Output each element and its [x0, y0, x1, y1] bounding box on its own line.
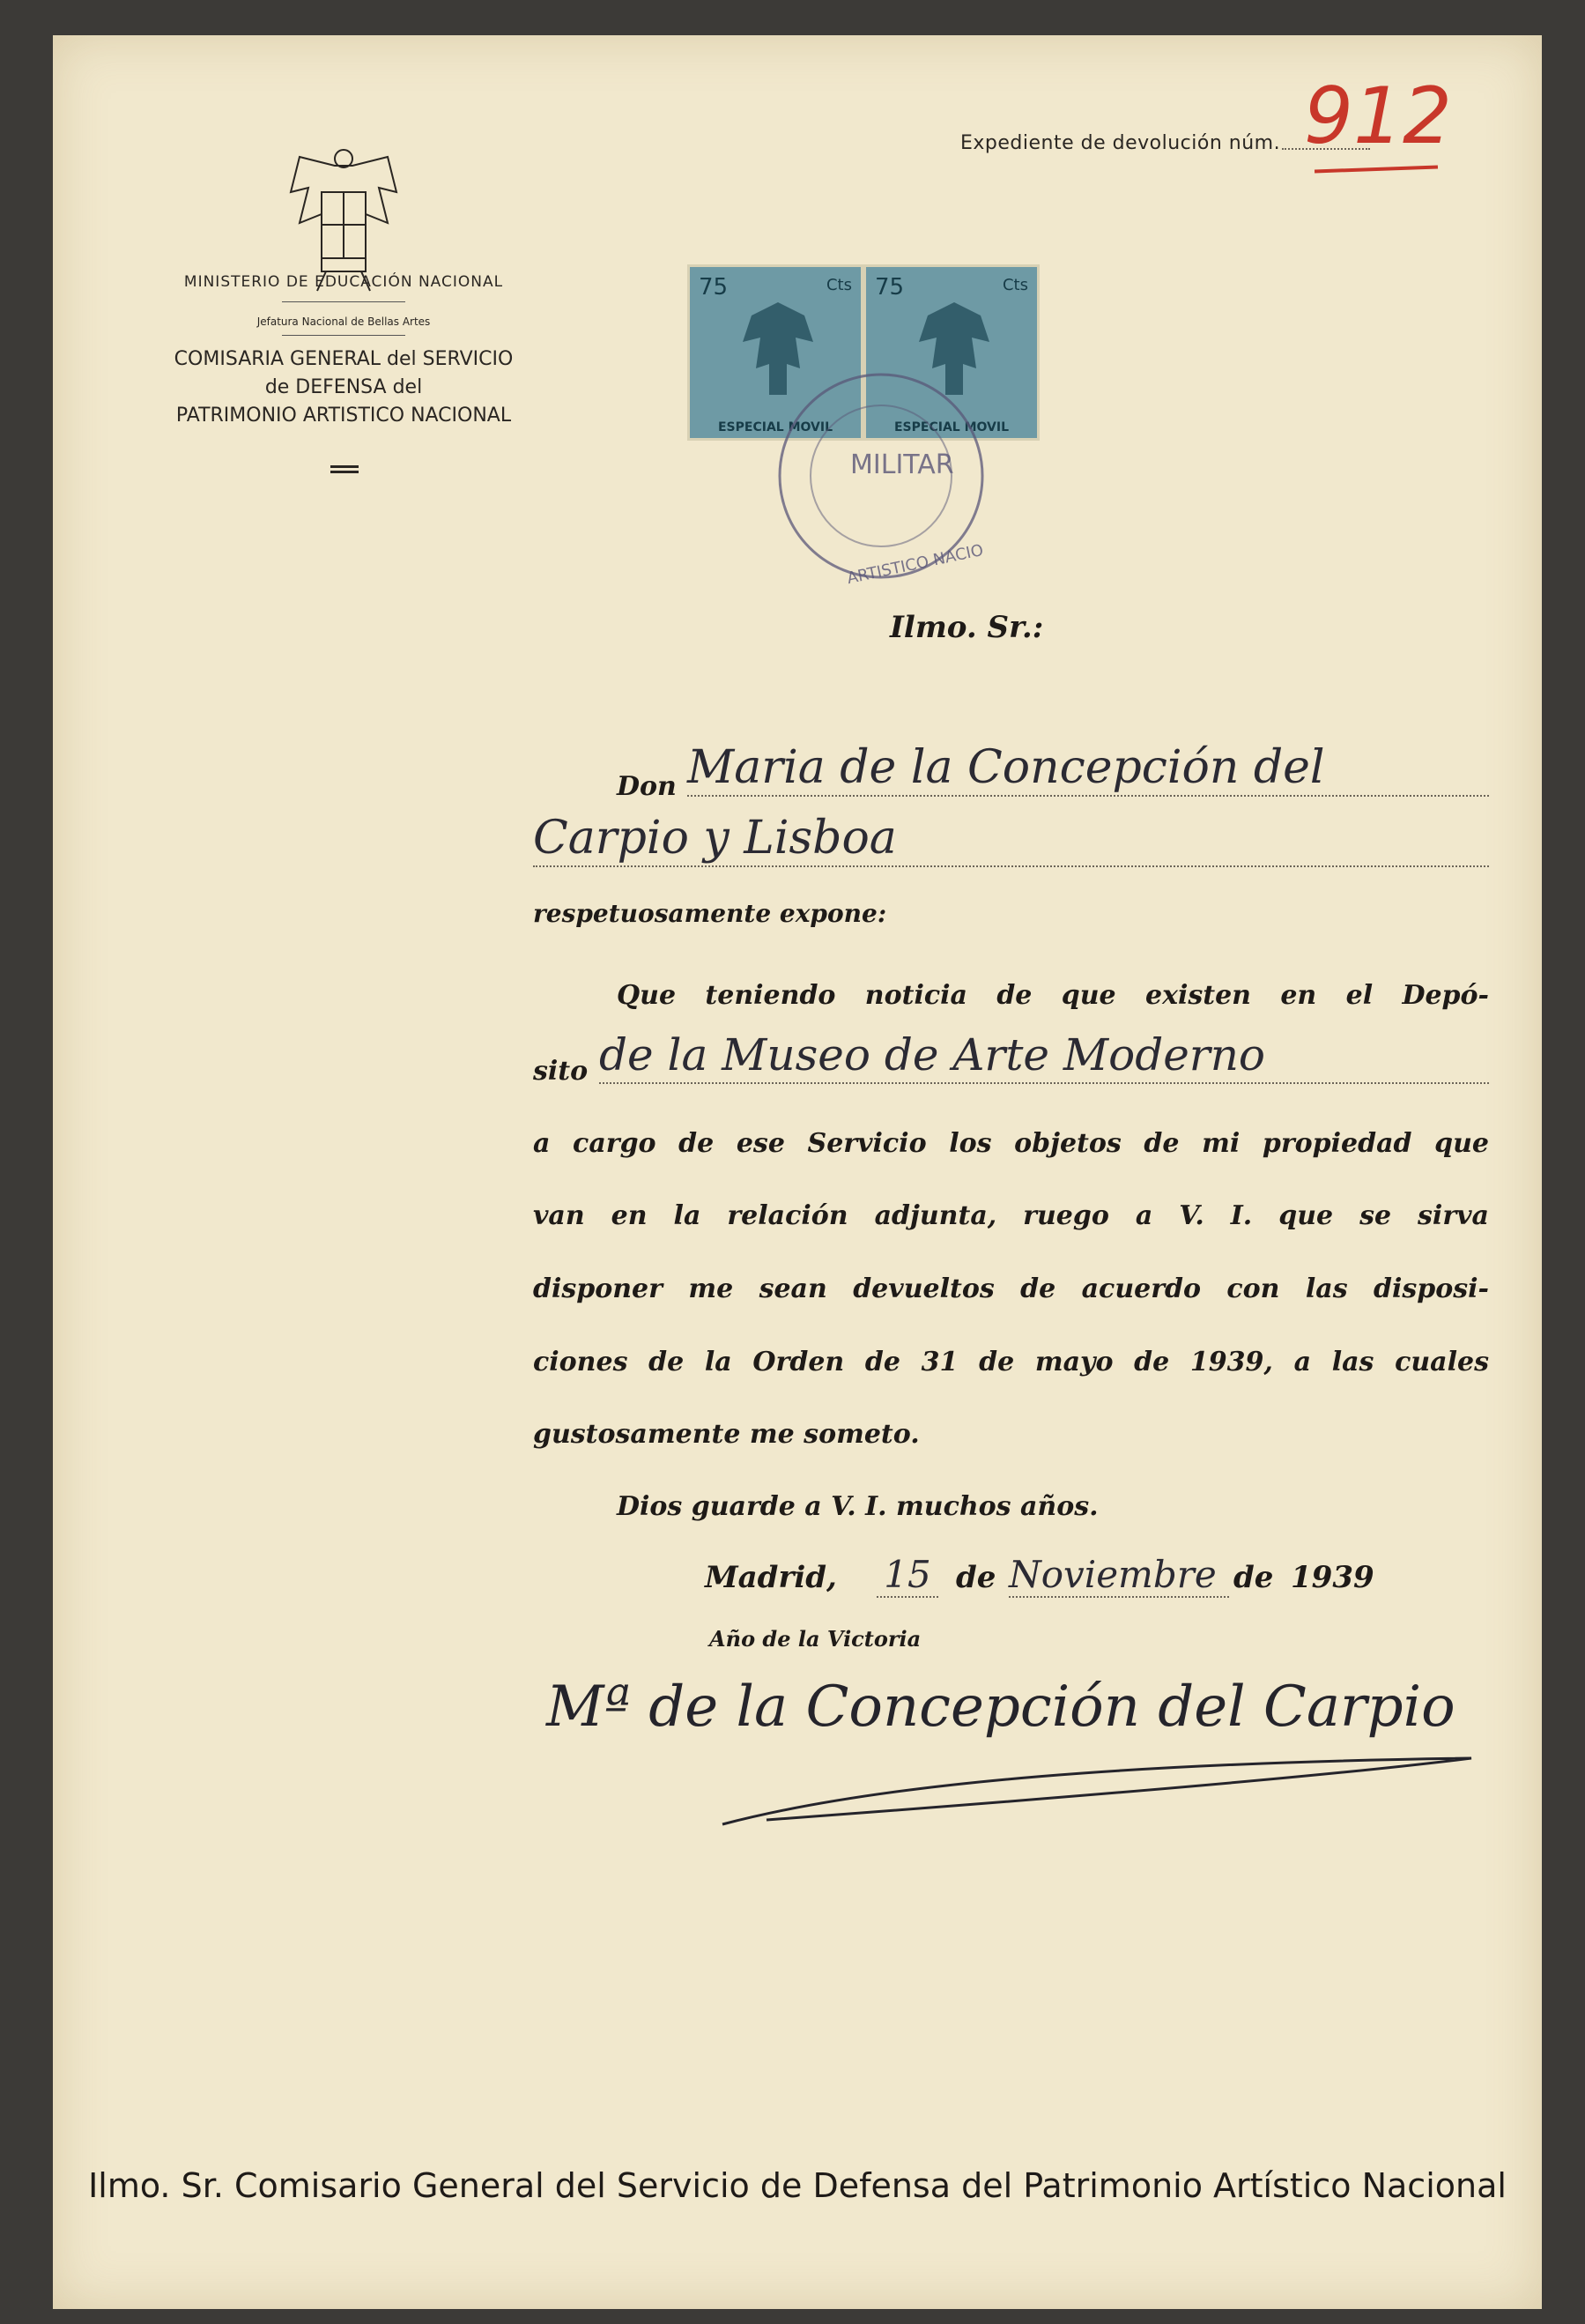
body-line-5: disponer me sean devueltos de acuerdo con las disposi- — [533, 1273, 1489, 1304]
stamp-value: 75 — [875, 274, 905, 301]
salutation: Ilmo. Sr.: — [890, 610, 1044, 645]
seal-text-military: MILITAR — [850, 449, 954, 480]
date-day: 15 — [877, 1553, 938, 1598]
stamp-currency: Cts — [826, 276, 852, 294]
file-number-value: 912 — [1304, 71, 1452, 161]
addressee-footer: Ilmo. Sr. Comisario General del Servicio de Defensa del Patrimonio Artístico Nacional — [88, 2166, 1507, 2205]
commission-line-2: de DEFENSA del — [264, 376, 423, 398]
deposit-location: de la Museo de Arte Moderno — [599, 1028, 1489, 1084]
commission-name — [141, 345, 546, 430]
date-city: Madrid, — [705, 1560, 837, 1595]
stamp-currency: Cts — [1002, 276, 1028, 294]
closing-formula: Dios guarde a V. I. muchos años. — [617, 1491, 1099, 1522]
petitioner-name-line-1: Maria de la Concepción del — [687, 740, 1489, 797]
expone-text: respetuosamente expone: — [533, 899, 887, 928]
date-month: Noviembre — [1009, 1553, 1229, 1598]
body-line-4: van en la relación adjunta, ruego a V. I. que se sirva — [533, 1200, 1489, 1231]
petitioner-prefix: Don — [617, 771, 677, 802]
petitioner-name-line-2: Carpio y Lisboa — [533, 811, 1489, 867]
stamp-caption: ESPECIAL MOVIL — [717, 420, 833, 434]
date-era: Año de la Victoria — [709, 1626, 922, 1652]
body-line-3: a cargo de ese Servicio los objetos de mi propiedad que — [533, 1128, 1489, 1159]
divider — [282, 335, 405, 336]
double-rule — [330, 471, 359, 473]
divider — [282, 301, 405, 302]
commission-line-3: PATRIMONIO ARTISTICO NACIONAL — [175, 405, 512, 427]
signature-flourish — [714, 1745, 1489, 1842]
body-line-2-prefix: sito — [533, 1056, 589, 1087]
stamp-caption: ESPECIAL MOVIL — [893, 420, 1009, 434]
date-de: de — [956, 1560, 996, 1595]
date-year: 1939 — [1291, 1560, 1374, 1595]
date-de: de — [1233, 1560, 1274, 1595]
seal-text-artistic: ARTISTICO NACIO — [845, 540, 985, 589]
body-line-6: ciones de la Orden de 31 de mayo de 1939, a las cuales — [533, 1347, 1489, 1377]
department-name: Jefatura Nacional de Bellas Artes — [256, 316, 431, 328]
double-rule — [330, 465, 359, 468]
commission-line-1: COMISARIA GENERAL del SERVICIO — [174, 348, 514, 370]
body-line-7: gustosamente me someto. — [533, 1419, 920, 1450]
signature: Mª de la Concepción del Carpio — [546, 1674, 1455, 1740]
stamp-value: 75 — [699, 274, 729, 301]
body-line-1: Que teniendo noticia de que existen en el Depó- — [617, 980, 1489, 1011]
red-underline — [1315, 166, 1438, 174]
document-page — [53, 35, 1542, 2309]
file-number-label: Expediente de devolución núm. — [960, 132, 1281, 154]
date-line — [705, 1553, 1454, 1606]
ministry-name: MINISTERIO DE EDUCACIÓN NACIONAL — [183, 273, 504, 291]
